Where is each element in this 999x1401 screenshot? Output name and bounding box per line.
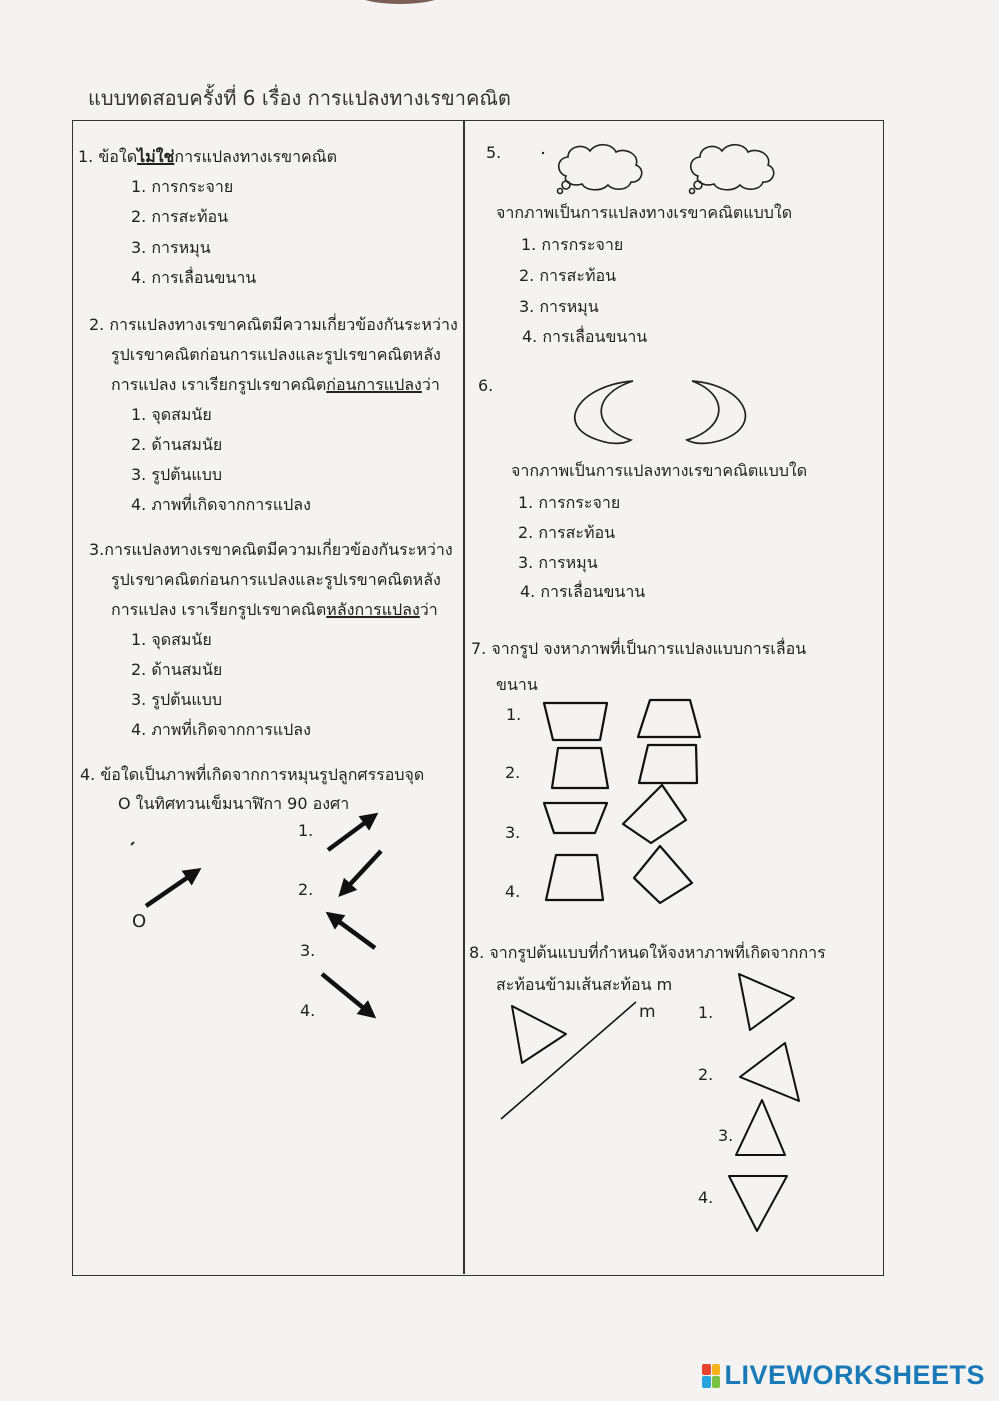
q4-option-1[interactable]: 1. bbox=[298, 821, 314, 840]
q3-option-3[interactable]: 3. รูปต้นแบบ bbox=[131, 690, 223, 709]
q3-emphasis: หลังการแปลง bbox=[326, 600, 420, 619]
q6-option-4[interactable]: 4. การเลื่อนขนาน bbox=[520, 582, 646, 601]
q8-mirror-label: m bbox=[639, 1002, 656, 1022]
logo-square-4 bbox=[712, 1376, 721, 1388]
q6-option-3[interactable]: 3. การหมุน bbox=[518, 553, 598, 572]
q3-option-2[interactable]: 2. ด้านสมนัย bbox=[131, 660, 223, 679]
q8-line-1: 8. จากรูปต้นแบบที่กำหนดให้จงหาภาพที่เกิดจากการ bbox=[469, 943, 826, 962]
logo-square-2 bbox=[712, 1364, 721, 1376]
q2-option-2[interactable]: 2. ด้านสมนัย bbox=[131, 435, 223, 454]
logo-mark-icon bbox=[702, 1364, 720, 1388]
q5-option-4[interactable]: 4. การเลื่อนขนาน bbox=[522, 327, 648, 346]
q5-option-1[interactable]: 1. การกระจาย bbox=[521, 235, 624, 254]
logo-square-3 bbox=[702, 1376, 711, 1388]
q7-option-1[interactable]: 1. bbox=[506, 705, 522, 724]
q2-option-3[interactable]: 3. รูปต้นแบบ bbox=[131, 465, 223, 484]
q7-option-3[interactable]: 3. bbox=[505, 823, 521, 842]
q8-option-3[interactable]: 3. bbox=[718, 1126, 734, 1145]
q8-triangle-option-4[interactable] bbox=[729, 1176, 787, 1231]
liveworksheets-logo bbox=[702, 1360, 985, 1391]
q7-option-4[interactable]: 4. bbox=[505, 882, 521, 901]
q8-original-triangle bbox=[512, 1006, 566, 1063]
q5-number: 5. bbox=[486, 143, 502, 162]
q1-option-1[interactable]: 1. การกระจาย bbox=[131, 177, 234, 196]
q1-option-3[interactable]: 3. การหมุน bbox=[131, 238, 211, 257]
q8-triangle-option-3[interactable] bbox=[736, 1100, 785, 1155]
q4-point-o: O bbox=[132, 911, 147, 932]
logo-square-1 bbox=[702, 1364, 711, 1376]
q8-option-2[interactable]: 2. bbox=[698, 1065, 714, 1084]
q6-question: จากภาพเป็นการแปลงทางเรขาคณิตแบบใด bbox=[511, 461, 808, 480]
q3-line-3: การแปลง เราเรียกรูปเรขาคณิตหลังการแปลงว่า bbox=[111, 600, 438, 619]
q2-emphasis: ก่อนการแปลง bbox=[326, 375, 422, 394]
q3-option-4[interactable]: 4. ภาพที่เกิดจากการแปลง bbox=[131, 720, 311, 739]
q7-line-2: ขนาน bbox=[496, 675, 538, 694]
q1-text: 1. ข้อใดไม่ใช่การแปลงทางเรขาคณิต bbox=[78, 147, 337, 166]
q8-triangle-option-2[interactable] bbox=[740, 1043, 799, 1101]
q2-line-3: การแปลง เราเรียกรูปเรขาคณิตก่อนการแปลงว่า bbox=[111, 375, 440, 394]
q4-option-3[interactable]: 3. bbox=[300, 941, 316, 960]
q1-option-2[interactable]: 2. การสะท้อน bbox=[131, 207, 229, 226]
q3-line-2: รูปเรขาคณิตก่อนการแปลงและรูปเรขาคณิตหลัง bbox=[111, 570, 441, 589]
q4-option-4[interactable]: 4. bbox=[300, 1001, 316, 1020]
logo-text: LIVEWORKSHEETS bbox=[724, 1360, 985, 1390]
q4-line-1: 4. ข้อใดเป็นภาพที่เกิดจากการหมุนรูปลูกศรรอบจุด bbox=[80, 765, 425, 784]
q8-option-4[interactable]: 4. bbox=[698, 1188, 714, 1207]
q7-line-1: 7. จากรูป จงหาภาพที่เป็นการแปลงแบบการเลื่อน bbox=[471, 639, 807, 658]
q3-line-1: 3.การแปลงทางเรขาคณิตมีความเกี่ยวข้องกันระหว่าง bbox=[89, 540, 453, 559]
page-title: แบบทดสอบครั้งที่ 6 เรื่อง การแปลงทางเรขาคณิต bbox=[88, 86, 511, 110]
q6-number: 6. bbox=[478, 376, 494, 395]
q8-option-1[interactable]: 1. bbox=[698, 1003, 714, 1022]
q5-question: จากภาพเป็นการแปลงทางเรขาคณิตแบบใด bbox=[496, 203, 793, 222]
q4-line-2: O ในทิศทวนเข็มนาฬิกา 90 องศา bbox=[118, 794, 350, 813]
q8-triangle-option-1[interactable] bbox=[739, 974, 794, 1030]
q2-line-2: รูปเรขาคณิตก่อนการแปลงและรูปเรขาคณิตหลัง bbox=[111, 345, 441, 364]
q5-option-2[interactable]: 2. การสะท้อน bbox=[519, 266, 617, 285]
q7-option-2[interactable]: 2. bbox=[505, 763, 521, 782]
q6-option-2[interactable]: 2. การสะท้อน bbox=[518, 523, 616, 542]
q2-option-4[interactable]: 4. ภาพที่เกิดจากการแปลง bbox=[131, 495, 311, 514]
q2-line-1: 2. การแปลงทางเรขาคณิตมีความเกี่ยวข้องกันระหว่าง bbox=[89, 315, 458, 334]
q1-emphasis: ไม่ใช่ bbox=[137, 147, 175, 166]
q8-line-2: สะท้อนข้ามเส้นสะท้อน m bbox=[496, 975, 673, 994]
q2-option-1[interactable]: 1. จุดสมนัย bbox=[131, 405, 212, 424]
q5-option-3[interactable]: 3. การหมุน bbox=[519, 297, 599, 316]
q3-option-1[interactable]: 1. จุดสมนัย bbox=[131, 630, 212, 649]
q1-option-4[interactable]: 4. การเลื่อนขนาน bbox=[131, 268, 257, 287]
q6-option-1[interactable]: 1. การกระจาย bbox=[518, 493, 621, 512]
q4-option-2[interactable]: 2. bbox=[298, 880, 314, 899]
